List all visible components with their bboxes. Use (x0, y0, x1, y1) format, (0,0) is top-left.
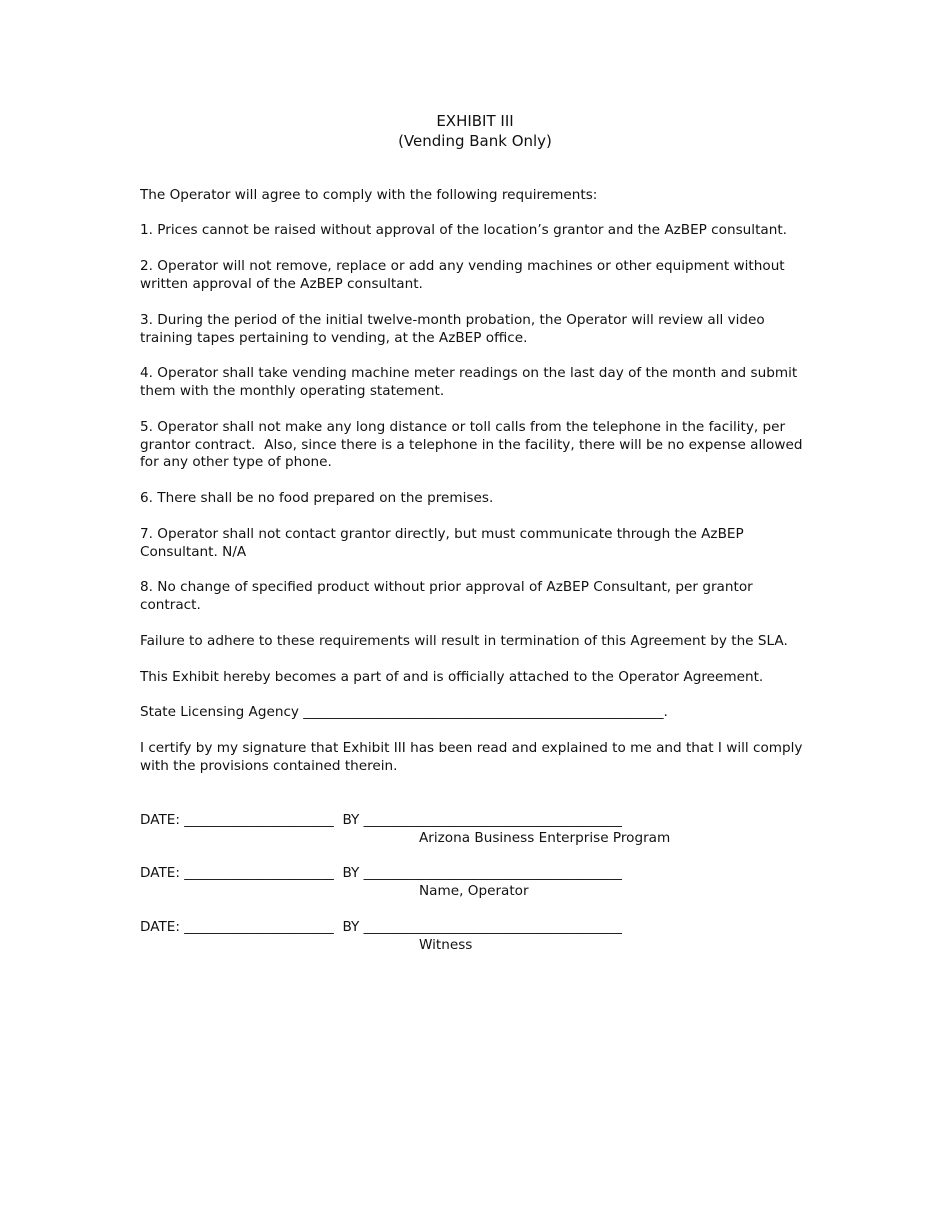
signature-caption-operator: Name, Operator (419, 883, 529, 899)
intro-paragraph: The Operator will agree to comply with the following requirements: (140, 187, 598, 203)
failure-statement: Failure to adhere to these requirements will result in termination of this Agreement by the SLA. (140, 633, 788, 649)
signature-line-operator: DATE: ______________________ BY ______________________________________ (140, 865, 622, 881)
document-header (0, 111, 950, 151)
attachment-statement: This Exhibit hereby becomes a part of and is officially attached to the Operator Agreement. (140, 669, 764, 685)
signature-line-witness: DATE: ______________________ BY ______________________________________ (140, 919, 622, 935)
requirement-3: 3. During the period of the initial twelve-month probation, the Operator will review all video training tapes pertaining to vending, at the AzBEP office. (140, 312, 770, 346)
requirement-8: 8. No change of specified product without prior approval of AzBEP Consultant, per grantor contract. (140, 579, 758, 613)
certification-paragraph: I certify by my signature that Exhibit III has been read and explained to me and that I will comply with the provisions contained therein. (140, 740, 807, 774)
signature-line-azbep: DATE: ______________________ BY ______________________________________ (140, 812, 622, 828)
exhibit-title: EXHIBIT III (436, 112, 514, 130)
signature-caption-witness: Witness (419, 937, 473, 953)
requirement-2: 2. Operator will not remove, replace or add any vending machines or other equipment without written approval of the AzBEP consultant. (140, 258, 789, 292)
requirement-5: 5. Operator shall not make any long distance or toll calls from the telephone in the facility, per grantor contract. Also, since there is a telephone in the facility, there will be no expense allowed for any other type of phone. (140, 419, 807, 470)
sla-signature-line: State Licensing Agency _____________________________________________________. (140, 704, 668, 720)
exhibit-subtitle: (Vending Bank Only) (398, 132, 552, 150)
requirement-1: 1. Prices cannot be raised without approval of the location’s grantor and the AzBEP consultant. (140, 222, 787, 238)
signature-caption-azbep: Arizona Business Enterprise Program (419, 830, 671, 846)
requirement-6: 6. There shall be no food prepared on the premises. (140, 490, 494, 506)
requirement-4: 4. Operator shall take vending machine meter readings on the last day of the month and submit them with the monthly operating statement. (140, 365, 802, 399)
requirement-7: 7. Operator shall not contact grantor directly, but must communicate through the AzBEP Consultant. N/A (140, 526, 749, 560)
